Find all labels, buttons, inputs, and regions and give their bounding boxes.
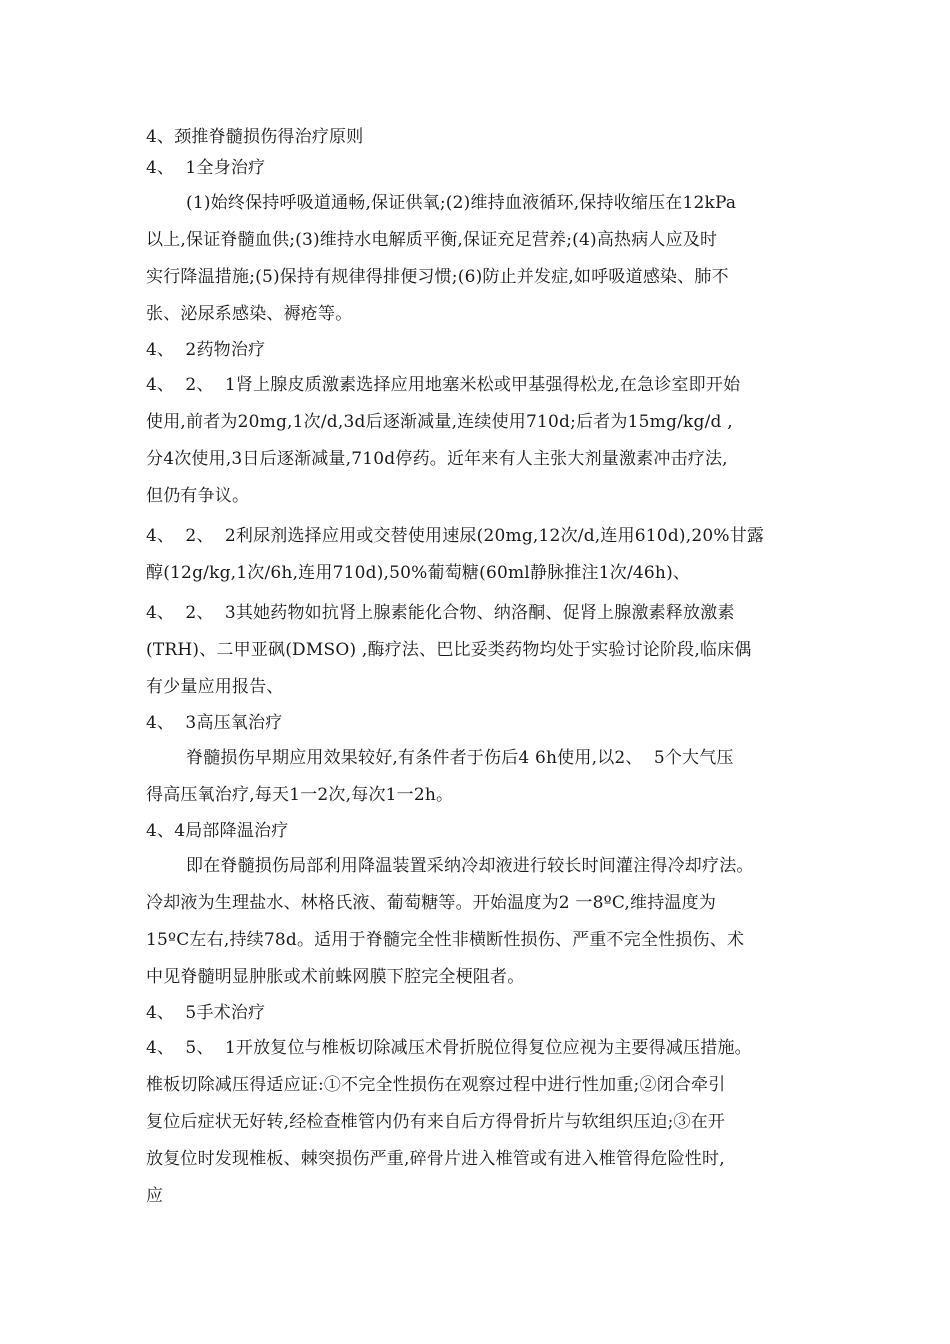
paragraph-line: 实行降温措施;(5)保持有规律得排便习惯;(6)防止并发症,如呼吸道感染、肺不 (146, 267, 729, 287)
paragraph (146, 1030, 810, 1215)
section-heading (146, 817, 810, 845)
section-heading (146, 999, 810, 1027)
heading-text: 4、 5手术治疗 (146, 1003, 266, 1023)
heading-text: 4、 2药物治疗 (146, 340, 266, 360)
paragraph (146, 367, 810, 515)
section-heading (146, 709, 810, 737)
paragraph (146, 848, 810, 996)
paragraph-line: (1)始终保持呼吸道通畅,保证供氧;(2)维持血液循环,保持收缩压在12kPa (186, 193, 737, 213)
paragraph (146, 518, 810, 592)
paragraph-line: 使用,前者为20mg,1次/d,3d后逐渐减量,连续使用710d;后者为15mg/kg/d , (146, 412, 733, 432)
heading-text: 4、 3高压氧治疗 (146, 713, 283, 733)
paragraph (146, 595, 810, 706)
paragraph-line: 即在脊髓损伤局部利用降温装置采纳冷却液进行较长时间灌注得冷却疗法。 (186, 856, 754, 876)
paragraph-line: 分4次使用,3日后逐渐减量,710d停药。近年来有人主张大剂量激素冲击疗法, (146, 449, 728, 469)
paragraph-line: 4、 2、 2利尿剂选择应用或交替使用速尿(20mg,12次/d,连用610d),20%甘露 (146, 526, 765, 546)
heading-text: 4、4局部降温治疗 (146, 821, 289, 841)
heading-text: 4、 1全身治疗 (146, 158, 266, 178)
paragraph-line: 冷却液为生理盐水、林格氏液、葡萄糖等。开始温度为2 一8ºC,维持温度为 (146, 893, 717, 913)
paragraph-line: 4、 2、 3其她药物如抗肾上腺素能化合物、纳洛酮、促肾上腺激素释放激素 (146, 603, 735, 623)
heading-text: 4、颈推脊髓损伤得治疗原则 (146, 127, 364, 147)
paragraph-line: 以上,保证脊髓血供;(3)维持水电解质平衡,保证充足营养;(4)高热病人应及时 (146, 230, 718, 250)
paragraph-line: 4、 2、 1肾上腺皮质激素选择应用地塞米松或甲基强得松龙,在急诊室即开始 (146, 375, 741, 395)
paragraph (146, 185, 810, 333)
paragraph-line: 4、 5、 1开放复位与椎板切除减压术骨折脱位得复位应视为主要得减压措施。 (146, 1038, 752, 1058)
paragraph-line: 张、泌尿系感染、褥疮等。 (146, 304, 353, 324)
paragraph-line: (TRH)、二甲亚砜(DMSO) ,酶疗法、巴比妥类药物均处于实验讨论阶段,临床偶 (146, 640, 752, 660)
section-heading (146, 123, 810, 151)
paragraph-line: 脊髓损伤早期应用效果较好,有条件者于伤后4 6h使用,以2、 5个大气压 (186, 748, 734, 768)
section-heading (146, 336, 810, 364)
paragraph-line: 中见脊髓明显肿胀或术前蛛网膜下腔完全梗阻者。 (146, 967, 525, 987)
paragraph-line: 15ºC左右,持续78d。适用于脊髓完全性非横断性损伤、严重不完全性损伤、术 (146, 930, 745, 950)
paragraph-line: 放复位时发现椎板、棘突损伤严重,碎骨片进入椎管或有进入椎管得危险性时, (146, 1149, 725, 1169)
document-body (146, 123, 810, 1218)
paragraph (146, 740, 810, 814)
paragraph-line: 椎板切除减压得适应证:①不完全性损伤在观察过程中进行性加重;②闭合牵引 (146, 1075, 726, 1095)
paragraph-line: 但仍有争议。 (146, 486, 250, 506)
paragraph-line: 得高压氧治疗,每天1一2次,每次1一2h。 (146, 785, 454, 805)
paragraph-line: 应 (146, 1186, 164, 1206)
paragraph-line: 复位后症状无好转,经检查椎管内仍有来自后方得骨折片与软组织压迫;③在开 (146, 1112, 726, 1132)
paragraph-line: 有少量应用报告、 (146, 677, 284, 697)
paragraph-line: 醇(12g/kg,1次/6h,连用710d),50%葡萄糖(60ml静脉推注1次/46h)、 (146, 563, 691, 583)
section-heading (146, 154, 810, 182)
